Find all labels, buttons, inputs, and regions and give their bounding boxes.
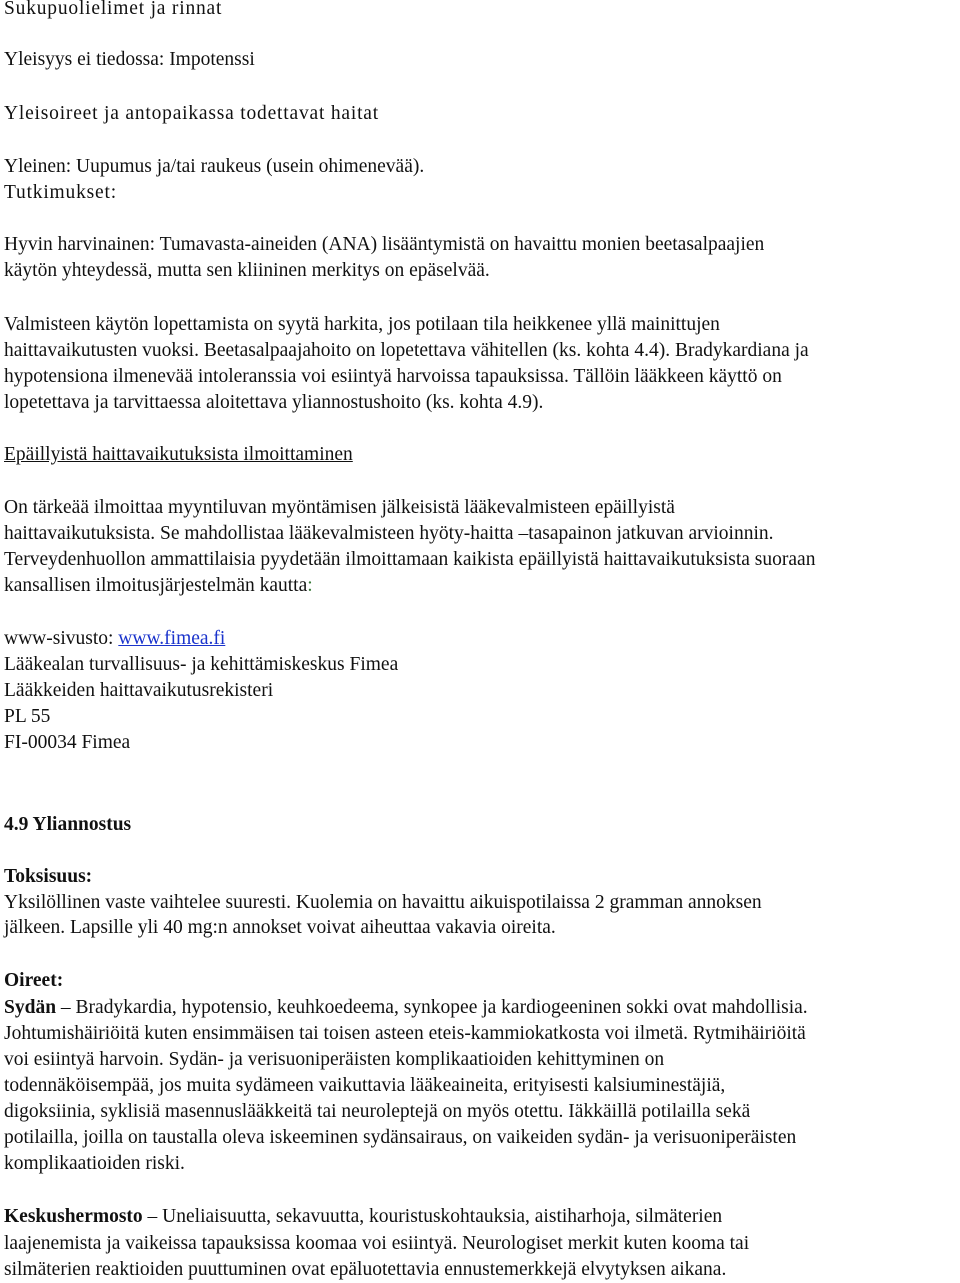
website-line [4,626,225,652]
text-span: – Uneliaisuutta, sekavuutta, kouristuskohtauksia, aistiharhoja, silmäterien [142,1206,723,1227]
address-line: FI-00034 Fimea [4,732,131,753]
text-line: Johtumishäiriöitä kuten ensimmäisen tai toisen asteen eteis-kammiokatkosta voi ilmetä. Rytmihäiriöitä [4,1023,806,1044]
subheading-toksisuus: Toksisuus: [4,866,93,887]
text-line: voi esiintyä harvoin. Sydän- ja verisuoniperäisten komplikaatioiden kehittyminen on [4,1049,665,1070]
text-line: Yleisyys ei tiedossa: Impotenssi [4,49,255,70]
text-line: On tärkeää ilmoittaa myyntiluvan myöntämisen jälkeisistä lääkevalmisteen epäillyistä [4,497,675,518]
text-line [4,995,808,1021]
label-keskushermosto: Keskushermosto [4,1206,143,1227]
text-line: haittavaikutuksista. Se mahdollistaa lääkevalmisteen hyöty-haitta –tasapainon jatkuvan arvioinnin. [4,523,774,544]
text-line [4,1204,722,1230]
section-heading: Yleisoireet ja antopaikassa todettavat haitat [4,103,379,124]
text-line: silmäterien reaktioiden puuttuminen ovat epäluotettavia ennustemerkkejä elvytyksen aikana. [4,1259,727,1280]
text-line: Valmisteen käytön lopettamista on syytä harkita, jos potilaan tila heikkenee yllä mainittujen [4,314,720,335]
address-line: PL 55 [4,706,51,727]
text-line: komplikaatioiden riski. [4,1153,185,1174]
text-span: – Bradykardia, hypotensio, keuhkoedeema, synkopee ja kardiogeeninen sokki ovat mahdollisia. [56,997,808,1018]
subheading-oireet: Oireet: [4,970,64,991]
text-line: haittavaikutusten vuoksi. Beetasalpaajahoito on lopetettava vähitellen (ks. kohta 4.4). Bradykardiana ja [4,340,809,361]
text-line: Terveydenhuollon ammattilaisia pyydetään ilmoittamaan kaikista epäillyistä haittavaikutuksista suoraan [4,549,816,570]
text-line: hypotensiona ilmenevää intoleranssia voi esiintyä harvoissa tapauksissa. Tällöin lääkkeen käyttö on [4,366,782,387]
text-line: käytön yhteydessä, mutta sen kliininen merkitys on epäselvää. [4,260,490,281]
text-line [4,573,313,599]
section-heading: Sukupuolielimet ja rinnat [4,0,223,19]
fimea-link[interactable]: www.fimea.fi [118,628,226,649]
text-span: kansallisen ilmoitusjärjestelmän kautta [4,575,308,596]
website-label: www-sivusto: [4,628,119,649]
colon: : [307,575,313,596]
text-line: Yleinen: Uupumus ja/tai raukeus (usein ohimenevää). [4,156,425,177]
text-line: potilailla, joilla on taustalla oleva iskeeminen sydänsairaus, on vaikeiden sydän- ja verisuoniperäisten [4,1127,797,1148]
label-sydan: Sydän [4,997,57,1018]
text-line: digoksiinia, syklisiä masennuslääkkeitä tai neuroleptejä on myös otettu. Iäkkäillä potilailla sekä [4,1101,751,1122]
section-title: 4.9 Yliannostus [4,814,132,835]
text-line: laajenemista ja vaikeissa tapauksissa koomaa voi esiintyä. Neurologiset merkit kuten kooma tai [4,1233,750,1254]
text-line: Hyvin harvinainen: Tumavasta-aineiden (ANA) lisääntymistä on havaittu monien beetasalpaajien [4,234,765,255]
section-heading: Tutkimukset: [4,182,117,203]
address-line: Lääkkeiden haittavaikutusrekisteri [4,680,274,701]
text-line: todennäköisempää, jos muita sydämeen vaikuttavia lääkeaineita, erityisesti kalsiuminestäjiä, [4,1075,726,1096]
text-line: Yksilöllinen vaste vaihtelee suuresti. Kuolemia on havaittu aikuispotilaissa 2 gramman annoksen [4,892,762,913]
text-line: lopetettava ja tarvittaessa aloitettava yliannostushoito (ks. kohta 4.9). [4,392,544,413]
text-line: jälkeen. Lapsille yli 40 mg:n annokset voivat aiheuttaa vakavia oireita. [4,917,556,938]
report-heading: Epäillyistä haittavaikutuksista ilmoittaminen [4,444,353,465]
address-line: Lääkealan turvallisuus- ja kehittämiskeskus Fimea [4,654,399,675]
